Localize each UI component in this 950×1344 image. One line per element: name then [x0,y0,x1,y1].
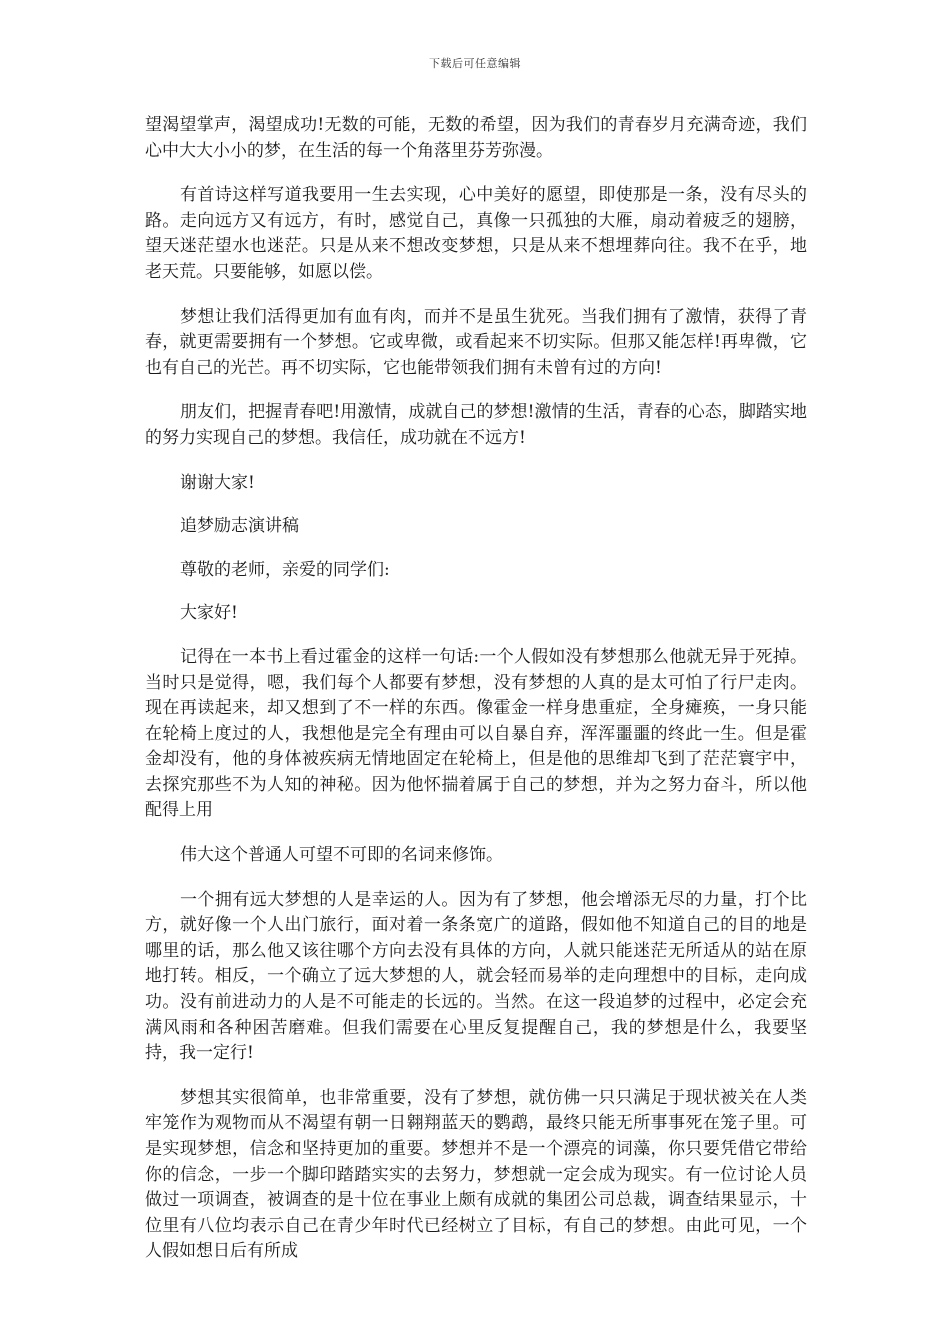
paragraph-9: 记得在一本书上看过霍金的这样一句话:一个人假如没有梦想那么他就无异于死掉。当时只是觉得，嗯，我们每个人都要有梦想，没有梦想的人真的是太可怕了行尸走肉。现在再读起来，却又想到了不一样的东西。像霍金一样身患重症，全身瘫痪，一身只能在轮椅上度过的人，我想他是完全有理由可以自暴自弃，浑浑噩噩的终此一生。但是霍金却没有，他的身体被疾病无情地固定在轮椅上，但是他的思维却飞到了茫茫寰宇中，去探究那些不为人知的神秘。因为他怀揣着属于自己的梦想，并为之努力奋斗，所以他配得上用 [145,646,807,821]
paragraph-10: 伟大这个普通人可望不可即的名词来修饰。 [180,845,503,866]
paragraph-4: 朋友们，把握青春吧!用激情，成就自己的梦想!激情的生活，青春的心态，脚踏实地的努力实现自己的梦想。我信任，成功就在不远方! [145,402,807,448]
page-header: 下载后可任意编辑 [429,57,521,70]
paragraph-salutation: 尊敬的老师，亲爱的同学们: [180,559,390,580]
paragraph-3: 梦想让我们活得更加有血有肉，而并不是虽生犹死。当我们拥有了激情，获得了青春，就更需要拥有一个梦想。它或卑微，或看起来不切实际。但那又能怎样!再卑微，它也有自己的光芒。再不切实际，它也能带领我们拥有未曾有过的方向! [145,306,807,378]
paragraph-11: 一个拥有远大梦想的人是幸运的人。因为有了梦想，他会增添无尽的力量，打个比方，就好像一个人出门旅行，面对着一条条宽广的道路，假如他不知道自己的目的地是哪里的话，那么他又该往哪个方向去没有具体的方向，人就只能迷茫无所适从的站在原地打转。相反，一个确立了远大梦想的人，就会轻而易举的走向理想中的目标，走向成功。没有前进动力的人是不可能走的长远的。当然。在这一段追梦的过程中，必定会充满风雨和各种困苦磨难。但我们需要在心里反复提醒自己，我的梦想是什么，我要坚持，我一定行! [145,889,807,1064]
paragraph-12: 梦想其实很简单，也非常重要，没有了梦想，就仿佛一只只满足于现状被关在人类牢笼作为观物而从不渴望有朝一日翱翔蓝天的鹦鹉，最终只能无所事事死在笼子里。可是实现梦想，信念和坚持更加的重要。梦想并不是一个漂亮的词藻，你只要凭借它带给你的信念，一步一个脚印踏踏实实的去努力，梦想就一定会成为现实。有一位讨论人员做过一项调查，被调查的是十位在事业上颇有成就的集团公司总裁，调查结果显示，十位里有八位均表示自己在青少年时代已经树立了目标，有自己的梦想。由此可见，一个人假如想日后有所成 [145,1087,807,1262]
paragraph-thanks: 谢谢大家! [180,472,255,493]
paragraph-2: 有首诗这样写道我要用一生去实现，心中美好的愿望，即使那是一条，没有尽头的路。走向远方又有远方，有时，感觉自己，真像一只孤独的大雁，扇动着疲乏的翅膀，望天迷茫望水也迷茫。只是从来不想改变梦想，只是从来不想埋葬向往。我不在乎，地老天荒。只要能够，如愿以偿。 [145,185,807,282]
document-body [145,113,807,1284]
paragraph-1: 望渴望掌声，渴望成功!无数的可能，无数的希望，因为我们的青春岁月充满奇迹，我们心中大大小小的梦，在生活的每一个角落里芬芳弥漫。 [145,115,807,161]
paragraph-title: 追梦励志演讲稿 [180,516,299,537]
paragraph-greeting: 大家好! [180,603,238,624]
